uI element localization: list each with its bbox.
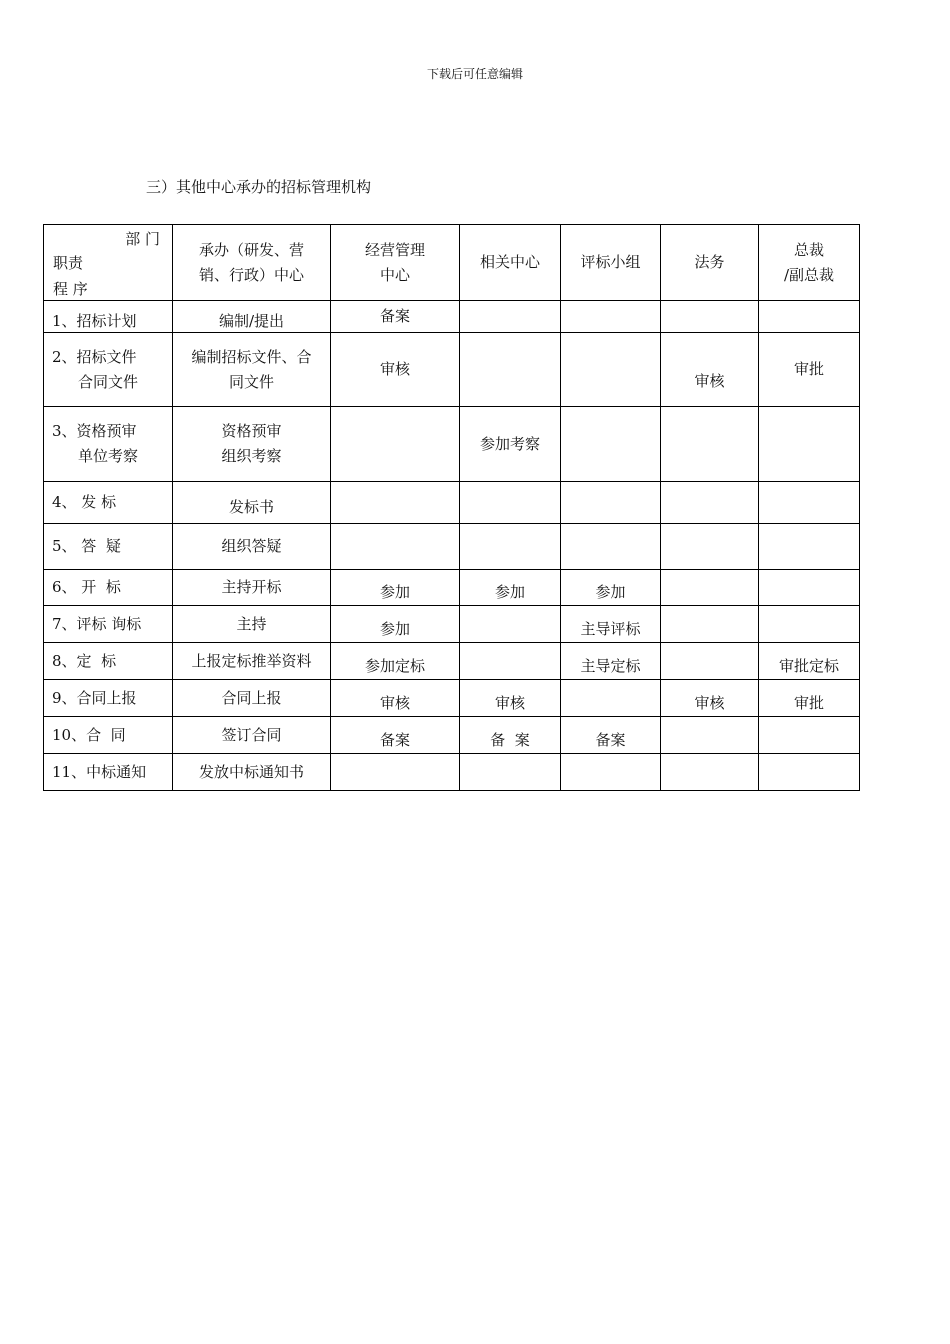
cell-text: 参加 [379, 619, 410, 638]
cell-text: 参加 [595, 583, 626, 601]
table-cell [331, 301, 460, 333]
column-header-line: 相关中心 [479, 253, 540, 271]
column-header-related-center [460, 225, 561, 301]
table-cell [460, 717, 561, 754]
step-label: 4、 发 标 [52, 493, 117, 511]
table-cell [661, 301, 759, 333]
table-cell [331, 754, 460, 791]
table-row [44, 754, 860, 791]
column-header-undertaking-center [173, 225, 331, 301]
step-label: 3、资格预审 [52, 422, 137, 440]
table-cell [331, 482, 460, 524]
cell-text: 审核 [694, 693, 725, 712]
table-cell [331, 643, 460, 680]
column-header-line: 销、行政）中心 [198, 265, 304, 284]
table-cell [173, 301, 331, 333]
table-cell [173, 717, 331, 754]
table-header-row [44, 225, 860, 301]
table-cell [661, 524, 759, 570]
column-header-president [759, 225, 860, 301]
step-cell [44, 570, 173, 606]
table-cell [331, 524, 460, 570]
table-row [44, 717, 860, 754]
cell-text: 备案 [379, 307, 410, 325]
table-cell [331, 333, 460, 407]
column-header-evaluation-group [561, 225, 661, 301]
step-cell [44, 754, 173, 791]
column-header-line: 总裁 [793, 240, 824, 259]
table-cell [460, 643, 561, 680]
column-header-operations-center [331, 225, 460, 301]
table-row [44, 643, 860, 680]
table-row [44, 407, 860, 482]
cell-text: 编制/提出 [218, 312, 285, 330]
table-cell [331, 606, 460, 643]
table-cell [661, 407, 759, 482]
table-row [44, 570, 860, 606]
table-cell [173, 680, 331, 717]
column-header-line: 经营管理 [364, 240, 425, 259]
cell-text: 签订合同 [221, 725, 282, 744]
cell-text: 同文件 [228, 372, 274, 391]
cell-text: 参加定标 [364, 656, 425, 675]
table-cell [561, 407, 661, 482]
table-cell [759, 717, 860, 754]
table-row [44, 333, 860, 407]
table-cell [759, 524, 860, 570]
column-header-line: 评标小组 [580, 253, 641, 271]
table-cell [561, 301, 661, 333]
cell-text: 主持 [236, 614, 267, 633]
cell-text: 发放中标通知书 [198, 762, 304, 781]
cell-text: 备案 [379, 730, 410, 749]
cell-text: 审批定标 [778, 656, 839, 675]
table-cell [460, 570, 561, 606]
cell-text: 参加 [494, 583, 525, 601]
table-cell [759, 606, 860, 643]
step-label: 7、评标 询标 [52, 614, 142, 633]
table-cell [759, 680, 860, 717]
cell-text: 发标书 [228, 498, 274, 516]
step-label: 6、 开 标 [52, 578, 121, 596]
table-cell [561, 606, 661, 643]
table-cell [561, 333, 661, 407]
table-cell [331, 407, 460, 482]
cell-text: 参加 [379, 583, 410, 601]
step-cell [44, 482, 173, 524]
table-cell [759, 333, 860, 407]
table-cell [173, 524, 331, 570]
table-cell [173, 407, 331, 482]
corner-duty-label: 职责 [53, 254, 84, 272]
table-cell [661, 333, 759, 407]
table-row [44, 524, 860, 570]
corner-header-cell [44, 225, 173, 301]
table-cell [561, 754, 661, 791]
table-cell [173, 333, 331, 407]
corner-procedure-label: 程 序 [53, 280, 88, 298]
cell-text: 审核 [694, 372, 725, 390]
step-label: 2、招标文件 [52, 347, 137, 366]
column-header-legal [661, 225, 759, 301]
step-cell [44, 301, 173, 333]
table-cell [661, 482, 759, 524]
cell-text: 备案 [595, 730, 626, 749]
column-header-line: 承办（研发、营 [198, 240, 304, 259]
cell-text: 主导定标 [580, 656, 641, 675]
table-cell [460, 482, 561, 524]
cell-text: 备 案 [490, 730, 530, 749]
table-cell [460, 680, 561, 717]
table-cell [460, 606, 561, 643]
table-cell [661, 606, 759, 643]
step-cell [44, 643, 173, 680]
table-cell [759, 482, 860, 524]
cell-text: 编制招标文件、合 [191, 347, 312, 366]
cell-text: 参加考察 [479, 434, 540, 453]
step-cell [44, 717, 173, 754]
column-header-line: 中心 [379, 265, 410, 284]
cell-text: 主导评标 [580, 619, 641, 638]
table-cell [759, 407, 860, 482]
cell-text: 主持开标 [221, 578, 282, 596]
table-cell [561, 570, 661, 606]
step-label: 11、中标通知 [52, 762, 147, 781]
cell-text: 组织考察 [221, 447, 282, 465]
step-cell [44, 333, 173, 407]
table-cell [561, 717, 661, 754]
corner-dept-label: 部 门 [125, 230, 160, 248]
step-cell [44, 407, 173, 482]
table-cell [331, 717, 460, 754]
table-cell [460, 524, 561, 570]
step-label: 9、合同上报 [52, 688, 137, 707]
table-cell [173, 643, 331, 680]
step-cell [44, 680, 173, 717]
table-cell [561, 482, 661, 524]
table-row [44, 301, 860, 333]
cell-text: 审核 [494, 693, 525, 712]
table-cell [173, 606, 331, 643]
cell-text: 组织答疑 [221, 537, 282, 555]
step-label: 8、定 标 [52, 651, 117, 670]
table-cell [759, 643, 860, 680]
table-cell [661, 570, 759, 606]
table-cell [460, 407, 561, 482]
step-cell [44, 606, 173, 643]
table-cell [661, 680, 759, 717]
step-cell [44, 524, 173, 570]
table-cell [759, 570, 860, 606]
table-row [44, 606, 860, 643]
column-header-line: /副总裁 [783, 265, 835, 284]
cell-text: 审批 [793, 360, 824, 378]
table-cell [460, 754, 561, 791]
cell-text: 审批 [793, 693, 824, 712]
table-cell [759, 754, 860, 791]
step-label: 10、合 同 [52, 725, 126, 744]
table-cell [173, 482, 331, 524]
step-label: 1、招标计划 [52, 312, 137, 330]
procedure-table [43, 224, 860, 791]
cell-text: 审核 [379, 360, 410, 378]
table-cell [661, 754, 759, 791]
section-title: 三）其他中心承办的招标管理机构 [146, 178, 372, 196]
table-cell [661, 717, 759, 754]
table-row [44, 482, 860, 524]
table-cell [661, 643, 759, 680]
table-cell [173, 570, 331, 606]
cell-text: 审核 [379, 693, 410, 712]
column-header-line: 法务 [694, 253, 725, 271]
header-note: 下载后可任意编辑 [426, 67, 523, 81]
table-cell [561, 524, 661, 570]
step-label: 单位考察 [78, 447, 139, 465]
table-cell [173, 754, 331, 791]
table-cell [759, 301, 860, 333]
step-label: 合同文件 [78, 372, 139, 391]
table-cell [460, 333, 561, 407]
cell-text: 上报定标推举资料 [191, 651, 312, 670]
table-cell [331, 570, 460, 606]
step-label: 5、 答 疑 [52, 537, 121, 555]
cell-text: 合同上报 [221, 688, 282, 707]
cell-text: 资格预审 [221, 422, 282, 440]
table-cell [460, 301, 561, 333]
table-cell [561, 643, 661, 680]
table-cell [331, 680, 460, 717]
table-row [44, 680, 860, 717]
table-cell [561, 680, 661, 717]
